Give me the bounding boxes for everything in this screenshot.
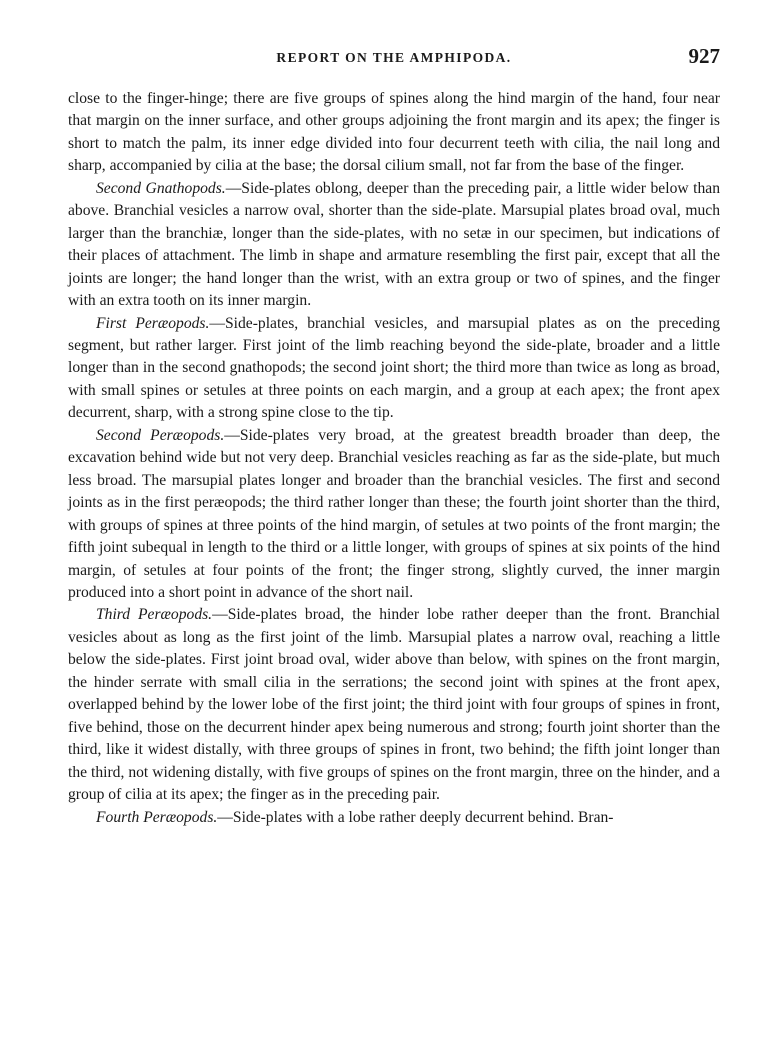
paragraph-text: —Side-plates with a lobe rather deeply decurrent behind. Bran- <box>217 808 614 826</box>
running-head <box>68 44 720 74</box>
paragraph-second-gnathopods <box>68 178 720 313</box>
paragraph-continuation <box>68 88 720 178</box>
paragraph-text: —Side-plates broad, the hinder lobe rather deeper than the front. Branchial vesicles about as long as the first joint of the limb. Marsupial plates a narrow oval, reaching a little below the side-plates. First joint broad oval, wider above than below, with spines on the front margin, the hinder serrate with small cilia in the serrations; the second joint with spines at the front apex, overlapped behind by the lower lobe of the first joint; the third joint with four groups of spines in front, five behind, those on the decurrent hinder apex being numerous and strong; fourth joint shorter than the third, like it widest distally, with three groups of spines in front, two behind; the fifth joint longer than the third, not widening distally, with five groups of spines on the front margin, three on the hinder, and a group of cilia at its apex; the finger as in the preceding pair. <box>68 606 721 804</box>
paragraph-heading: First Peræopods. <box>96 314 210 332</box>
paragraph-heading: Third Peræopods. <box>96 606 213 624</box>
paragraph-fourth-peraeopods <box>68 807 720 829</box>
paragraph-heading: Fourth Peræopods. <box>96 808 218 826</box>
paragraph-text: close to the finger-hinge; there are five groups of spines along the hind margin of the hand, four near that margin on the inner surface, and other groups adjoining the front margin and its apex; the finger is short to match the palm, its inner edge divided into four decurrent teeth with cilia, the nail long and sharp, accompanied by cilia at the base; the dorsal cilium small, not far from the base of the finger. <box>68 90 720 175</box>
page <box>68 44 720 829</box>
paragraph-second-peraeopods <box>68 425 720 605</box>
paragraph-heading: Second Gnathopods. <box>96 179 226 197</box>
paragraph-first-peraeopods <box>68 313 720 425</box>
paragraph-text: —Side-plates oblong, deeper than the preceding pair, a little wider below than above. Branchial vesicles a narrow oval, shorter than the side-plate. Marsupial plates broad oval, much larger than the branchiæ, longer than the side-plates, with no setæ in our specimen, but indications of their places of attachment. The limb in shape and armature resembling the first pair, except that all the joints are longer; the hand longer than the wrist, with an extra group or two of spines, and the finger with an extra tooth on its inner margin. <box>68 179 720 310</box>
paragraph-heading: Second Peræopods. <box>96 426 225 444</box>
paragraph-text: —Side-plates, branchial vesicles, and marsupial plates as on the preceding segment, but rather larger. First joint of the limb reaching beyond the side-plate, broader and a little longer than in the second gnathopods; the second joint short; the third more than twice as long as broad, with small spines or setules at three points on each margin, and a group at each apex; the front apex decurrent, sharp, with a strong spine close to the tip. <box>68 314 720 422</box>
body-text <box>68 88 720 829</box>
paragraph-third-peraeopods <box>68 604 720 806</box>
paragraph-text: —Side-plates very broad, at the greatest breadth broader than deep, the excavation behind wide but not very deep. Branchial vesicles reaching as far as the side-plate, but much less broad. The marsupial plates longer and broader than the branchial vesicles. The first and second joints as in the first peræopods; the third rather longer than these; the fourth joint shorter than the third, with groups of spines at three points of the hind margin, of setules at two points of the front margin; the fifth joint subequal in length to the third or a little longer, with groups of spines at six points of the hind margin, of setules at four points of the front; the finger strong, slightly curved, the inner margin produced into a short point in advance of the short nail. <box>68 426 721 601</box>
running-title: REPORT ON THE AMPHIPODA. <box>276 50 512 65</box>
page-number: 927 <box>688 44 720 68</box>
